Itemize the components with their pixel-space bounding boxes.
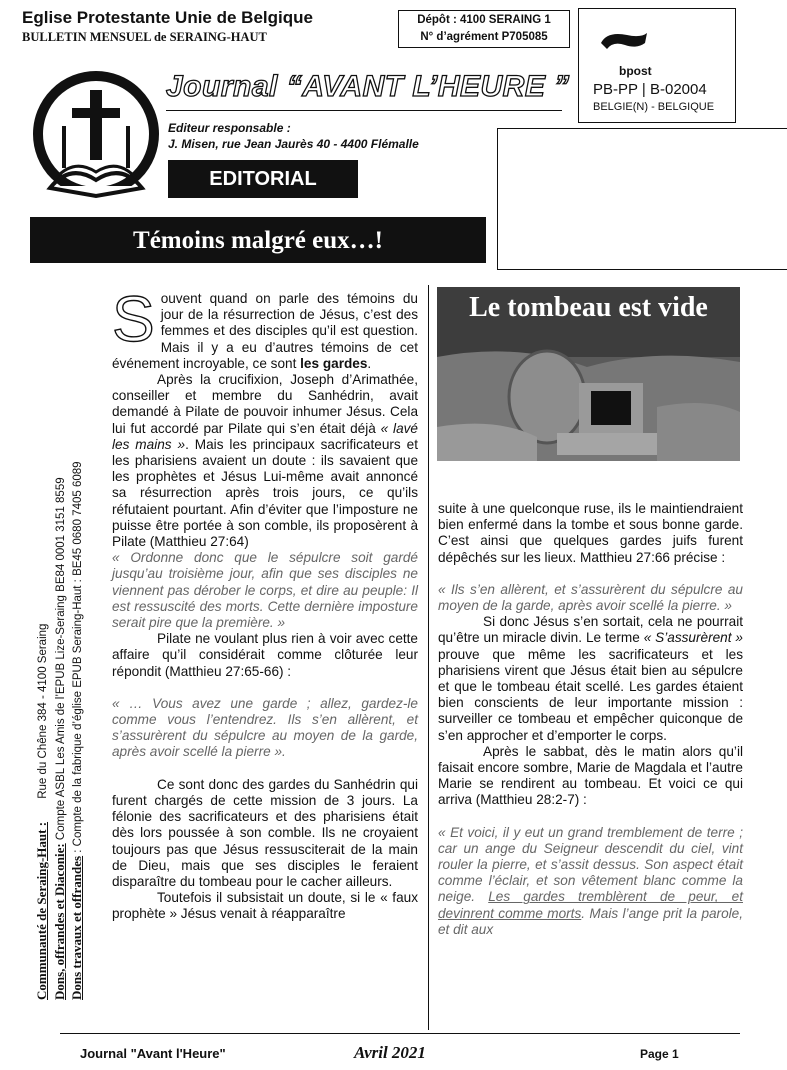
paragraph-5: Toutefois il subsistait un doute, si le « faux prophète » Jésus venait à réapparaître [112,890,418,922]
dons-label: Dons, offrandes et Diaconie: [51,843,67,1000]
sidebar-info [34,280,96,1000]
church-logo-icon [30,68,162,200]
quote-3: « Ils s’en allèrent, et s’assurèrent du sépulcre au moyen de la garde, après avoir scellé la pierre. » [438,581,743,614]
paragraph-4: Ce sont donc des gardes du Sanhédrin qui furent chargés de cette mission de 3 jours. La félonie des sacrificateurs et des pharisiens était dès lors poussée à son comble. Ils ne croyaient toujours pas que Jésus ressusciterait de la main de Dieu, mais que ses disciples le feraient disparaître du tombeau pour le cacher ailleurs. [112,776,418,889]
dons-text: Compte ASBL Les Amis de l’EPUB Lize-Seraing BE84 0001 3151 8559 [54,477,67,841]
intro-end: . [367,355,372,371]
intro-text: ouvent quand on parle des témoins du jour de la résurrection de Jésus, c’est des femmes et des disciples qu’il est question. Mais il y a eu d’autres témoins de cet événement incroyable, ce sont [112,291,418,371]
stamp-country: BELGIE(N) - BELGIQUE [593,101,715,113]
section-label: EDITORIAL [168,160,358,198]
bpost-horn-icon [597,29,657,65]
q4-underline: Les gardes tremblèrent de peur, et devinrent comme morts [438,889,743,921]
p2-text-a: Après la crucifixion, Joseph d’Arimathée, conseiller et membre du Sanhédrin, avait demandé à Pilate de pouvoir inhumer Jésus. Cela lui fut accordé par Pilate qui s’en était déjà [112,372,418,436]
quote-2: « … Vous avez une garde ; allez, gardez-le comme vous l’entendrez. Ils s’en allèrent, et s’assurèrent du sépulcre au moyen de la garde, après avoir scellé la pierre ». [112,695,418,760]
depot-box [398,10,570,48]
quote-1: « Ordonne donc que le sépulcre soit gardé jusqu’au troisième jour, afin que ses disciples ne viennent pas dérober le corps, et dire au peuple: Il est ressuscité des morts. Cette dernière imposture serait pire que la première. » [112,550,418,631]
p7-italic: « S’assurèrent » [643,630,743,646]
drop-cap: S [112,283,155,355]
intro-bold: les gardes [300,355,368,371]
title-rule [166,110,562,111]
bpost-logo [597,29,657,78]
paragraph-6: suite à une quelconque ruse, ils le maintiendraient bien enfermé dans la tombe et sous bonne garde. C’est ainsi que quelques gardes juifs furent dépêchés sur les lieux. Matthieu 27:66 précise : [438,501,743,565]
depot-line-1: Dépôt : 4100 SERAING 1 [417,14,551,26]
editor-label: Editeur responsable : [168,121,291,135]
editor-address: J. Misen, rue Jean Jaurès 40 - 4400 Flémalle [168,137,419,151]
depot-line-2: N° d’agrément P705085 [420,31,548,43]
travaux-text: : Compte de la fabrique d’église EPUB Seraing-Haut : BE45 0680 7405 6089 [72,461,84,853]
travaux-label: Dons travaux et offrandes [69,855,84,1000]
address-box [497,128,787,270]
paragraph-2 [112,372,418,550]
sidebar-travaux-line [69,280,87,1000]
p2-italic: « lavé les mains » [112,420,418,452]
sidebar-dons-line [52,280,70,1000]
article-title: Témoins malgré eux…! [30,217,486,263]
article-column-1 [112,283,418,923]
paragraph-8: Après le sabbat, dès le matin alors qu’il faisait encore sombre, Marie de Magdala et l’autre Marie se rendirent au tombeau. Et voici ce qui arriva (Matthieu 28:2-7) : [438,743,743,808]
paragraph-intro [112,283,418,372]
sidebar-community-line [34,280,52,1000]
p7-text-b: prouve que même les sacrificateurs et les pharisiens virent que Jésus était bien au sépulcre et que le tombeau était scellé. Les gardes étaient bien conscients de leur importante mission : surveiller ce tombeau et empêcher quiconque de s’en approcher et d’emporter le corps. [438,646,743,743]
q4-text-a: « Et voici, il y eut un grand tremblement de terre ; car un ange du Seigneur descendit du ciel, vint rouler la pierre, et s’assit dessus. Son aspect était comme l’éclair, et son vêtement blanc comme la neige. [438,824,743,905]
footer-journal: Journal "Avant l'Heure" [80,1046,226,1061]
p7-text-a: Si donc Jésus s’en sortait, cela ne pourrait qu’être un miracle divin. Le terme [438,614,743,646]
community-label: Communauté de Seraing-Haut : [34,821,49,1000]
stamp-code: PB-PP | B-02004 [593,81,707,98]
q4-text-b: . Mais l’ange prit la parole, et dit aux [438,905,744,937]
paragraph-7 [438,614,743,744]
p2-text-b: . Mais les principaux sacrificateurs et les pharisiens avaient un doute : ils savaient que les prophètes et Jésus Lui-même avait annoncé sa résurrection après trois jours, ce qu’ils réfutaient pourtant. Afin d’éviter que l’imposture ne puisse être portée à son comble, ils proposèrent à Pilate (Matthieu 27:64) [112,436,418,550]
photo-caption: Le tombeau est vide [469,292,708,323]
paragraph-3: Pilate ne voulant plus rien à voir avec cette affaire qu’il considérait comme clôturée leur répondit (Matthieu 27:65-66) : [112,631,418,679]
bpost-brand: bpost [619,64,652,78]
community-address: Rue du Chêne 384 - 4100 Seraing [37,623,49,799]
church-name: Eglise Protestante Unie de Belgique [22,8,313,27]
bulletin-subtitle: BULLETIN MENSUEL de SERAING-HAUT [22,30,267,44]
article-column-2 [438,501,743,938]
journal-title: Journal “AVANT L’HEURE ” [166,70,570,103]
postage-stamp [578,8,736,123]
quote-4 [438,825,743,938]
page-number: Page 1 [640,1047,679,1061]
footer-rule [60,1033,740,1034]
footer-date: Avril 2021 [354,1043,426,1062]
column-divider [428,285,429,1030]
